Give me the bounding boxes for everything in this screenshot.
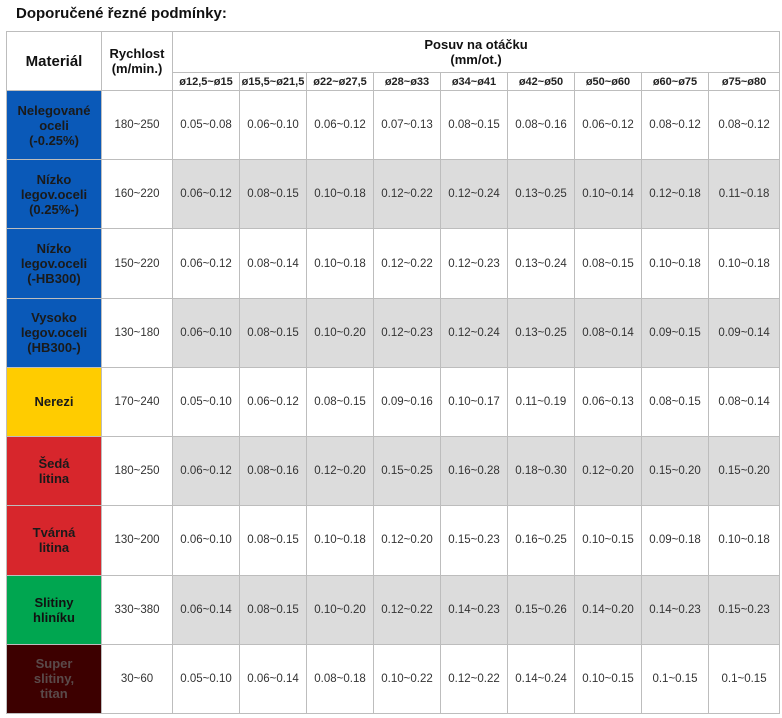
header-speed-line2: (m/min.) [111,61,163,76]
speed-cell: 130~180 [102,298,173,367]
feed-cell: 0.06~0.12 [575,91,642,160]
feed-cell: 0.12~0.18 [642,160,709,229]
diameter-header: ø15,5~ø21,5 [240,73,307,91]
feed-cell: 0.06~0.12 [240,367,307,436]
material-label-line: legov.oceli [20,325,88,341]
material-label-line: (HB300-) [27,340,81,356]
feed-cell: 0.12~0.22 [374,229,441,298]
material-label-line: Nerezi [34,394,74,410]
feed-cell: 0.10~0.14 [575,160,642,229]
material-cell [7,367,102,436]
material-label-line: Nízko [36,171,72,187]
feed-cell: 0.08~0.14 [575,298,642,367]
feed-cell: 0.15~0.25 [374,437,441,506]
material-label-line: oceli [39,117,69,133]
table-row [7,437,780,506]
material-label-line: legov.oceli [20,256,88,272]
header-material: Materiál [7,32,102,91]
material-label-line: Slitiny [34,594,74,610]
table-row [7,160,780,229]
feed-cell: 0.14~0.24 [508,644,575,713]
feed-cell: 0.08~0.15 [642,367,709,436]
cutting-conditions-table [6,31,780,714]
feed-cell: 0.10~0.18 [642,229,709,298]
feed-cell: 0.08~0.14 [240,229,307,298]
feed-cell: 0.05~0.08 [173,91,240,160]
material-cell [7,575,102,644]
table-row [7,506,780,575]
feed-cell: 0.09~0.18 [642,506,709,575]
material-cell [7,91,102,160]
material-label-line: titan [40,686,68,702]
feed-cell: 0.10~0.22 [374,644,441,713]
feed-cell: 0.09~0.16 [374,367,441,436]
feed-cell: 0.15~0.20 [642,437,709,506]
feed-cell: 0.14~0.20 [575,575,642,644]
feed-cell: 0.08~0.15 [240,506,307,575]
speed-cell: 150~220 [102,229,173,298]
feed-cell: 0.14~0.23 [642,575,709,644]
feed-cell: 0.12~0.24 [441,160,508,229]
feed-cell: 0.08~0.15 [575,229,642,298]
material-label-line: Vysoko [31,310,77,326]
feed-cell: 0.12~0.20 [575,437,642,506]
feed-cell: 0.06~0.14 [240,644,307,713]
feed-cell: 0.06~0.14 [173,575,240,644]
table-row [7,367,780,436]
page-title: Doporučené řezné podmínky: [16,5,227,22]
table-row [7,91,780,160]
table-row [7,229,780,298]
feed-cell: 0.12~0.20 [307,437,374,506]
feed-cell: 0.15~0.23 [441,506,508,575]
feed-cell: 0.10~0.18 [307,160,374,229]
speed-cell: 180~250 [102,437,173,506]
feed-cell: 0.09~0.15 [642,298,709,367]
feed-cell: 0.06~0.10 [173,298,240,367]
speed-cell: 30~60 [102,644,173,713]
feed-cell: 0.10~0.20 [307,298,374,367]
feed-cell: 0.10~0.18 [709,506,780,575]
speed-cell: 180~250 [102,91,173,160]
feed-cell: 0.07~0.13 [374,91,441,160]
feed-cell: 0.06~0.12 [173,437,240,506]
feed-cell: 0.12~0.22 [441,644,508,713]
feed-cell: 0.06~0.12 [307,91,374,160]
feed-cell: 0.15~0.26 [508,575,575,644]
feed-cell: 0.16~0.25 [508,506,575,575]
speed-cell: 170~240 [102,367,173,436]
feed-cell: 0.12~0.23 [441,229,508,298]
diameter-header: ø34~ø41 [441,73,508,91]
feed-cell: 0.06~0.10 [240,91,307,160]
diameter-header: ø50~ø60 [575,73,642,91]
feed-cell: 0.06~0.13 [575,367,642,436]
feed-cell: 0.08~0.15 [307,367,374,436]
feed-cell: 0.08~0.15 [240,575,307,644]
feed-cell: 0.11~0.19 [508,367,575,436]
header-feed-line2: (mm/ot.) [450,52,502,67]
feed-cell: 0.10~0.18 [307,229,374,298]
material-cell [7,644,102,713]
material-label-line: litina [38,471,70,487]
feed-cell: 0.1~0.15 [709,644,780,713]
material-label-line: hliníku [33,609,75,625]
table-row [7,298,780,367]
feed-cell: 0.13~0.25 [508,160,575,229]
header-feed [173,32,780,73]
feed-cell: 0.12~0.22 [374,575,441,644]
feed-cell: 0.08~0.15 [240,160,307,229]
table-row [7,575,780,644]
feed-cell: 0.12~0.24 [441,298,508,367]
material-label-line: Šedá [38,456,70,472]
feed-cell: 0.12~0.20 [374,506,441,575]
feed-cell: 0.10~0.20 [307,575,374,644]
feed-cell: 0.06~0.12 [173,229,240,298]
material-cell [7,298,102,367]
feed-cell: 0.10~0.17 [441,367,508,436]
feed-cell: 0.08~0.12 [642,91,709,160]
table-row [7,644,780,713]
material-label-line: (-0.25%) [29,132,79,148]
material-label-line: Tvárná [32,525,76,541]
material-label-line: legov.oceli [20,186,88,202]
speed-cell: 160~220 [102,160,173,229]
feed-cell: 0.09~0.14 [709,298,780,367]
speed-cell: 330~380 [102,575,173,644]
feed-cell: 0.15~0.20 [709,437,780,506]
diameter-header: ø22~ø27,5 [307,73,374,91]
feed-cell: 0.08~0.12 [709,91,780,160]
feed-cell: 0.12~0.22 [374,160,441,229]
feed-cell: 0.05~0.10 [173,367,240,436]
feed-cell: 0.1~0.15 [642,644,709,713]
feed-cell: 0.10~0.15 [575,506,642,575]
material-label-line: (-HB300) [27,271,81,287]
material-cell [7,229,102,298]
header-feed-line1: Posuv na otáčku [424,37,528,52]
material-cell [7,506,102,575]
feed-cell: 0.13~0.25 [508,298,575,367]
feed-cell: 0.10~0.15 [575,644,642,713]
material-label-line: Super [35,656,73,672]
feed-cell: 0.08~0.16 [508,91,575,160]
feed-cell: 0.15~0.23 [709,575,780,644]
material-label-line: slitiny, [33,671,75,687]
diameter-header: ø12,5~ø15 [173,73,240,91]
feed-cell: 0.08~0.15 [240,298,307,367]
material-cell [7,160,102,229]
table-body [7,91,780,714]
diameter-header: ø28~ø33 [374,73,441,91]
diameter-header: ø42~ø50 [508,73,575,91]
feed-cell: 0.08~0.15 [441,91,508,160]
feed-cell: 0.12~0.23 [374,298,441,367]
header-speed-line1: Rychlost [109,46,165,61]
material-label-line: Nízko [36,241,72,257]
feed-cell: 0.10~0.18 [307,506,374,575]
diameter-header: ø60~ø75 [642,73,709,91]
feed-cell: 0.08~0.18 [307,644,374,713]
feed-cell: 0.06~0.10 [173,506,240,575]
material-label-line: litina [38,540,70,556]
diameter-header: ø75~ø80 [709,73,780,91]
feed-cell: 0.16~0.28 [441,437,508,506]
feed-cell: 0.05~0.10 [173,644,240,713]
feed-cell: 0.14~0.23 [441,575,508,644]
feed-cell: 0.11~0.18 [709,160,780,229]
header-speed [102,32,173,91]
material-label-line: (0.25%-) [29,201,79,217]
feed-cell: 0.13~0.24 [508,229,575,298]
material-label-line: Nelegované [17,102,91,118]
material-cell [7,437,102,506]
feed-cell: 0.10~0.18 [709,229,780,298]
feed-cell: 0.08~0.16 [240,437,307,506]
feed-cell: 0.06~0.12 [173,160,240,229]
feed-cell: 0.08~0.14 [709,367,780,436]
speed-cell: 130~200 [102,506,173,575]
feed-cell: 0.18~0.30 [508,437,575,506]
